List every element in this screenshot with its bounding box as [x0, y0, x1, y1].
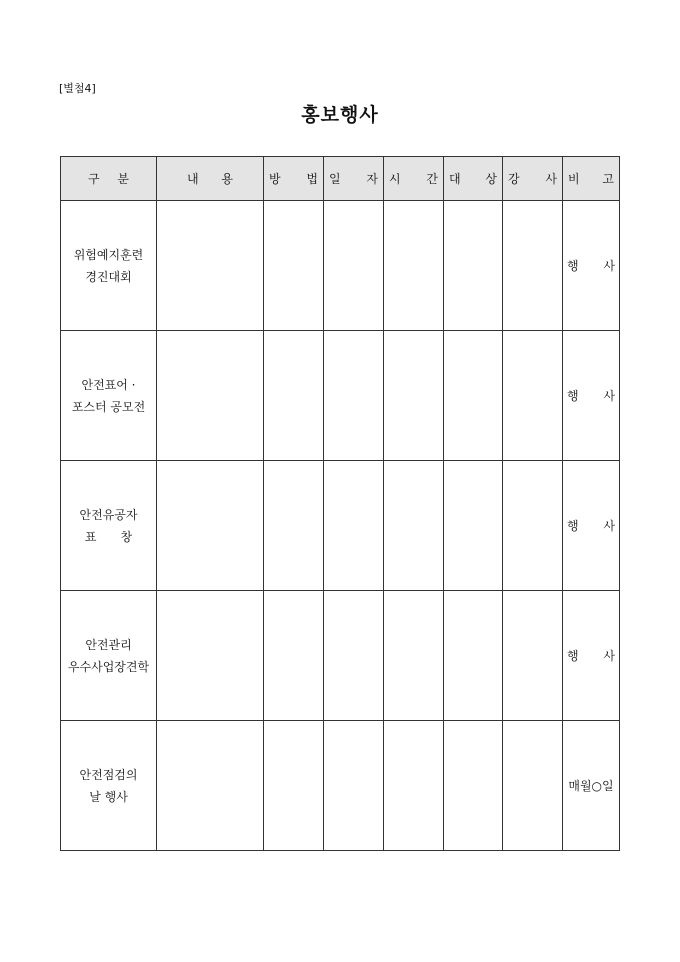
- row-category: 안전유공자 표 창: [61, 461, 157, 591]
- row-category: 위험예지훈련 경진대회: [61, 201, 157, 331]
- cell-time[interactable]: [384, 331, 444, 461]
- cell-method[interactable]: [264, 721, 324, 851]
- cell-time[interactable]: [384, 201, 444, 331]
- row-category: 안전점검의 날 행사: [61, 721, 157, 851]
- cell-date[interactable]: [324, 461, 384, 591]
- cell-method[interactable]: [264, 461, 324, 591]
- page-title: 홍보행사: [301, 104, 379, 126]
- cell-instructor[interactable]: [503, 331, 563, 461]
- header-time: 시 간: [384, 157, 444, 201]
- cell-time[interactable]: [384, 721, 444, 851]
- header-row: [61, 157, 620, 201]
- cell-time[interactable]: [384, 591, 444, 721]
- table-row: [61, 331, 620, 461]
- cell-date[interactable]: [324, 591, 384, 721]
- cell-method[interactable]: [264, 201, 324, 331]
- table-row: [61, 201, 620, 331]
- cell-instructor[interactable]: [503, 721, 563, 851]
- header-method: 방 법: [264, 157, 324, 201]
- cell-target[interactable]: [444, 461, 503, 591]
- cell-content[interactable]: [157, 461, 264, 591]
- cell-content[interactable]: [157, 721, 264, 851]
- cell-content[interactable]: [157, 591, 264, 721]
- cell-instructor[interactable]: [503, 591, 563, 721]
- table-row: [61, 721, 620, 851]
- table-row: [61, 591, 620, 721]
- cell-date[interactable]: [324, 201, 384, 331]
- table-row: [61, 461, 620, 591]
- cell-date[interactable]: [324, 721, 384, 851]
- cell-target[interactable]: [444, 201, 503, 331]
- cell-method[interactable]: [264, 591, 324, 721]
- cell-content[interactable]: [157, 331, 264, 461]
- cell-remarks: 행 사: [563, 461, 620, 591]
- header-date: 일 자: [324, 157, 384, 201]
- cell-remarks: 행 사: [563, 201, 620, 331]
- cell-instructor[interactable]: [503, 201, 563, 331]
- cell-time[interactable]: [384, 461, 444, 591]
- row-category: 안전관리 우수사업장견학: [61, 591, 157, 721]
- header-remarks: 비 고: [563, 157, 620, 201]
- header-target: 대 상: [444, 157, 503, 201]
- cell-target[interactable]: [444, 721, 503, 851]
- header-category: 구 분: [61, 157, 157, 201]
- cell-instructor[interactable]: [503, 461, 563, 591]
- cell-remarks: 매월○일: [563, 721, 620, 851]
- row-category: 안전표어 · 포스터 공모전: [61, 331, 157, 461]
- cell-content[interactable]: [157, 201, 264, 331]
- cell-method[interactable]: [264, 331, 324, 461]
- cell-remarks: 행 사: [563, 591, 620, 721]
- attachment-label: [별첨4]: [59, 82, 96, 95]
- cell-date[interactable]: [324, 331, 384, 461]
- cell-target[interactable]: [444, 591, 503, 721]
- cell-target[interactable]: [444, 331, 503, 461]
- header-content: 내 용: [157, 157, 264, 201]
- header-instructor: 강 사: [503, 157, 563, 201]
- event-table: [60, 156, 620, 851]
- cell-remarks: 행 사: [563, 331, 620, 461]
